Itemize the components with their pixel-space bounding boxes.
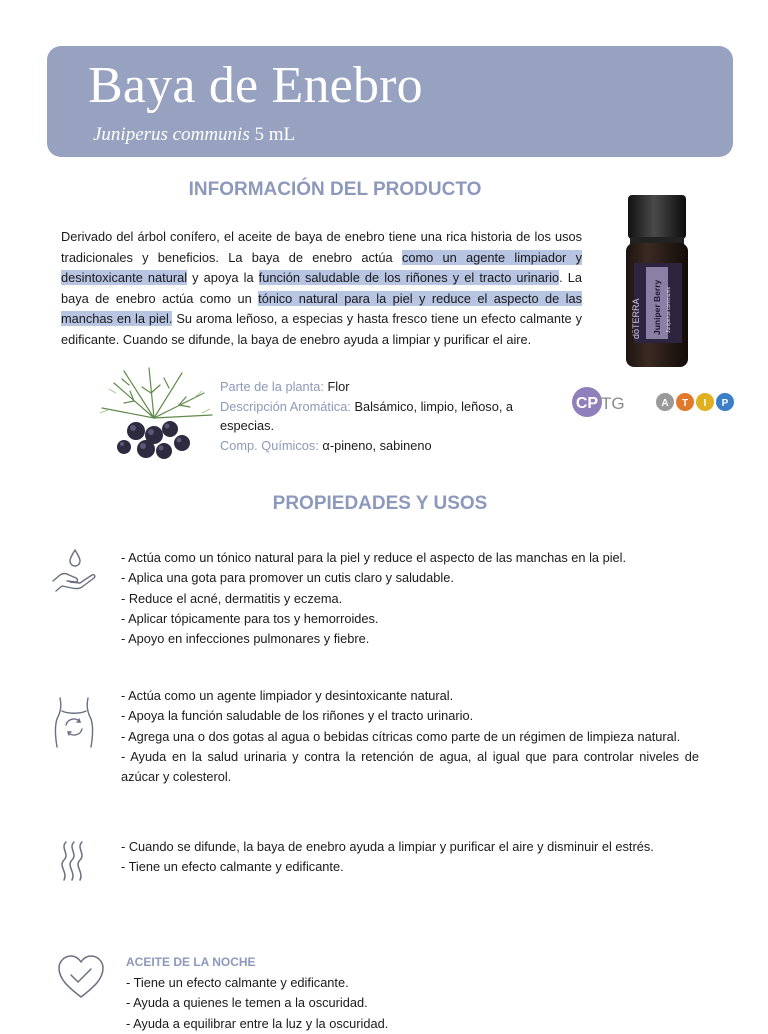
night-uses-list xyxy=(126,973,704,1034)
cptg-left-text: CP xyxy=(575,395,599,412)
heart-check-icon xyxy=(56,953,106,1001)
bottle-label: Juniper Berry xyxy=(652,279,662,335)
info-section-title: INFORMACIÓN DEL PRODUCTO xyxy=(188,179,482,200)
usage-item: - Ayuda a equilibrar entre la luz y la oscuridad. xyxy=(126,1015,389,1031)
usage-item: - Apoya la función saludable de los riñones y el tracto urinario. xyxy=(121,708,474,724)
plant-part-row xyxy=(220,377,560,397)
usage-item: - Tiene un efecto calmante y edificante. xyxy=(121,859,344,875)
usage-item: - Aplicar tópicamente para tos y hemorroides. xyxy=(121,610,379,626)
hand-drop-icon xyxy=(50,547,98,595)
latin-name: Juniperus communis xyxy=(93,124,250,145)
aromatic-uses-list xyxy=(121,837,699,878)
plant-part-value: Flor xyxy=(327,379,350,394)
bottle-brand: dōTERRA xyxy=(631,298,641,339)
atip-t: T xyxy=(681,398,689,409)
cptg-right-text: TG xyxy=(601,394,625,413)
aroma-waves-icon xyxy=(56,838,92,886)
intro-paragraph xyxy=(61,227,582,350)
internal-uses-list xyxy=(121,686,699,787)
topical-uses-list xyxy=(121,548,699,649)
chemicals-row xyxy=(220,436,560,456)
usage-item: - Aplica una gota para promover un cutis claro y saludable. xyxy=(121,570,454,586)
atip-logo xyxy=(655,391,735,413)
usage-item: - Cuando se difunde, la baya de enebro ayuda a limpiar y purificar el aire y disminuir el estrés. xyxy=(121,839,654,854)
usage-item: - Ayuda en la salud urinaria y contra la retención de agua, al igual que para controlar niveles de azúcar y colesterol. xyxy=(121,748,699,785)
page-title: Baya de Enebro xyxy=(88,57,423,114)
usage-item: - Tiene un efecto calmante y edificante. xyxy=(126,975,349,990)
title-banner xyxy=(47,46,733,157)
properties-section-title: PROPIEDADES Y USOS xyxy=(272,493,488,514)
usage-item: - Reduce el acné, dermatitis y eczema. xyxy=(121,590,343,606)
intro-text: Su aroma leñoso, a especias y hasta fresco tiene un efecto calmante y edificante. Cuando se difunde, la baya de enebro ayuda a limpiar y purificar el aire. xyxy=(61,311,582,347)
highlighted-text: tónico natural para la piel y reduce el aspecto de las manchas en la piel. xyxy=(61,290,582,326)
body-digestion-icon xyxy=(52,695,96,751)
usage-item: - Agrega una o dos gotas al agua o bebidas cítricas como parte de un régimen de limpieza natural. xyxy=(121,728,681,744)
bottle-latin: Juniperus communis xyxy=(666,287,672,333)
plant-details xyxy=(220,377,560,455)
intro-text: . La baya de enebro actúa como un xyxy=(61,270,582,306)
highlighted-text: como un agente limpiador y desintoxicante natural xyxy=(61,249,582,285)
intro-text: y apoya la xyxy=(187,270,259,285)
atip-i: I xyxy=(703,398,707,409)
oil-bottle-image xyxy=(622,193,692,370)
plant-part-label: Parte de la planta: xyxy=(220,379,324,394)
usage-item: - Ayuda a quienes le temen a la oscuridad. xyxy=(126,995,368,1011)
highlighted-text: función saludable de los riñones y el tracto urinario xyxy=(258,270,560,285)
juniper-berries-image xyxy=(94,363,216,463)
aroma-value: Balsámico, limpio, leñoso, a especias. xyxy=(220,398,514,433)
chemicals-value: α-pineno, sabineno xyxy=(322,437,432,453)
usage-item: - Apoyo en infecciones pulmonares y fiebre. xyxy=(121,631,370,647)
atip-a: A xyxy=(661,398,669,409)
usage-item: - Actúa como un agente limpiador y desintoxicante natural. xyxy=(121,688,454,703)
night-oil-title: ACEITE DE LA NOCHE xyxy=(126,955,256,969)
cptg-logo xyxy=(571,386,631,418)
aroma-row xyxy=(220,397,530,436)
chemicals-label: Comp. Químicos: xyxy=(220,437,319,453)
atip-p: P xyxy=(721,398,729,409)
usage-item: - Actúa como un tónico natural para la piel y reduce el aspecto de las manchas en la piel. xyxy=(121,550,627,565)
volume: 5 mL xyxy=(254,124,296,145)
aroma-label: Descripción Aromática: xyxy=(220,398,351,414)
intro-text: Derivado del árbol conífero, el aceite de baya de enebro tiene una rica historia de los usos tradicionales y beneficios. La baya de enebro actúa xyxy=(61,229,582,265)
subtitle xyxy=(93,124,295,146)
